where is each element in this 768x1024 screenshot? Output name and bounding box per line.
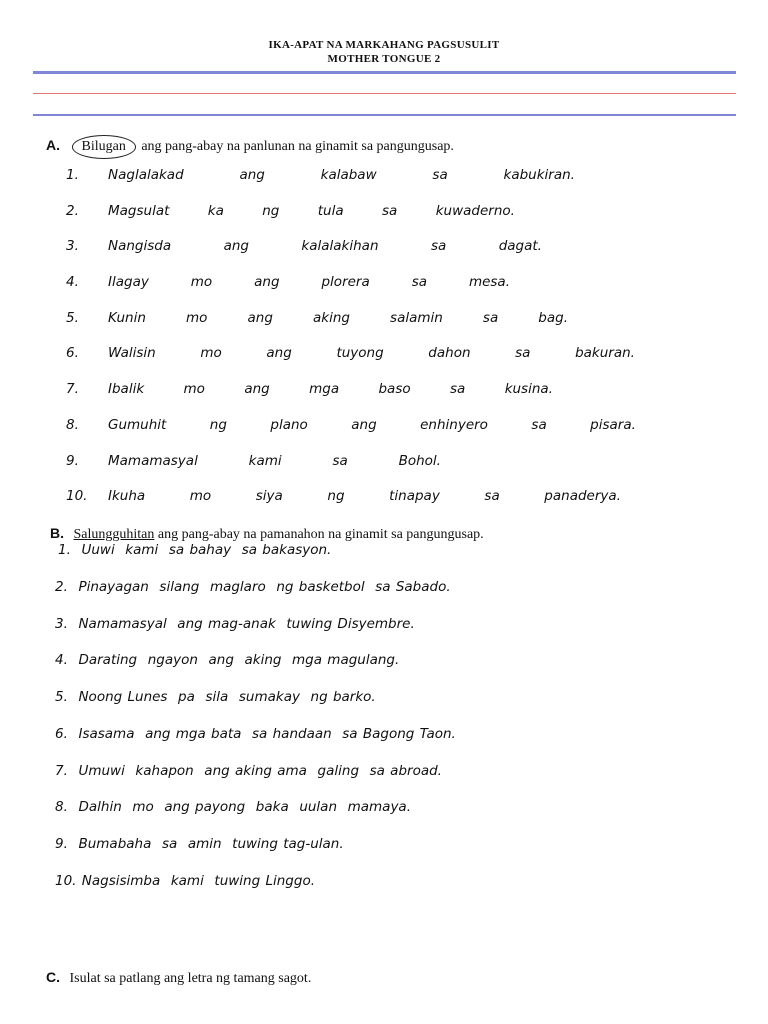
- section-a-letter: A.: [46, 137, 60, 153]
- section-b-item: 3. Namamasyal ang mag-anak tuwing Disyembre.: [55, 616, 415, 632]
- item-word: mo: [190, 274, 213, 290]
- section-b-item: 6. Isasama ang mga bata sa handaan sa Bagong Taon.: [55, 726, 456, 742]
- item-word: sa: [382, 203, 398, 219]
- header-rule-middle: [33, 93, 736, 94]
- item-number: 8.: [66, 417, 79, 433]
- section-c-heading: [46, 968, 311, 988]
- item-word: Nangisda: [108, 238, 172, 254]
- item-word: ng: [327, 488, 345, 504]
- item-word: Bohol.: [398, 453, 441, 469]
- item-word: kalabaw: [320, 167, 377, 183]
- item-word: sa: [411, 274, 427, 290]
- section-a-item: [66, 344, 635, 362]
- header-rule-bottom: [33, 114, 736, 116]
- item-word: ang: [223, 238, 249, 254]
- item-word: plorera: [321, 274, 370, 290]
- item-word: Walisin: [108, 345, 156, 361]
- section-a-item: [66, 309, 568, 327]
- item-number: 7.: [66, 381, 79, 397]
- section-a-item: [66, 452, 441, 470]
- item-word: ang: [254, 274, 280, 290]
- item-word: Kunin: [108, 310, 146, 326]
- item-word: Magsulat: [108, 203, 170, 219]
- item-word: Mamamasyal: [108, 453, 198, 469]
- section-b-item: 4. Darating ngayon ang aking mga magulang.: [55, 652, 400, 668]
- item-number: 6.: [66, 345, 79, 361]
- item-word: pisara.: [590, 417, 636, 433]
- section-a-item: [66, 416, 636, 434]
- section-b-underlined-word: Salungguhitan: [73, 527, 155, 542]
- item-word: panaderya.: [544, 488, 621, 504]
- item-word: dahon: [428, 345, 471, 361]
- section-b-instruction: ang pang-abay na pamanahon na ginamit sa pangungusap.: [157, 527, 484, 542]
- section-a-item: [66, 380, 553, 398]
- item-word: Ikuha: [108, 488, 146, 504]
- section-b-item: 10. Nagsisimba kami tuwing Linggo.: [55, 873, 315, 889]
- item-word: sa: [531, 417, 547, 433]
- item-word: mesa.: [468, 274, 510, 290]
- item-word: ng: [209, 417, 227, 433]
- item-word: ang: [266, 345, 292, 361]
- item-word: Gumuhit: [108, 417, 167, 433]
- item-number: 5.: [66, 310, 79, 326]
- item-word: Naglalakad: [108, 167, 184, 183]
- section-a-item: [66, 237, 542, 255]
- item-word: ang: [239, 167, 265, 183]
- worksheet-subtitle: MOTHER TONGUE 2: [327, 53, 441, 65]
- item-word: mo: [186, 310, 208, 326]
- item-word: sa: [515, 345, 531, 361]
- item-word: mo: [200, 345, 222, 361]
- section-b-item: 2. Pinayagan silang maglaro ng basketbol sa Sabado.: [55, 579, 451, 595]
- item-word: kabukiran.: [503, 167, 575, 183]
- section-a-item: [66, 202, 515, 220]
- section-b-item: 1. Uuwi kami sa bahay sa bakasyon.: [58, 542, 332, 558]
- item-word: sa: [432, 167, 448, 183]
- item-word: ang: [351, 417, 377, 433]
- item-word: mo: [183, 381, 205, 397]
- item-number: 3.: [66, 238, 79, 254]
- item-word: sa: [484, 488, 500, 504]
- section-a-instruction: ang pang-abay na panlunan na ginamit sa pangungusap.: [141, 139, 454, 154]
- item-word: plano: [270, 417, 308, 433]
- item-word: ang: [244, 381, 270, 397]
- item-number: 9.: [66, 453, 79, 469]
- section-b-item: 9. Bumabaha sa amin tuwing tag-ulan.: [55, 836, 344, 852]
- section-a-item: [66, 273, 510, 291]
- item-word: kami: [248, 453, 282, 469]
- item-word: kusina.: [504, 381, 553, 397]
- item-word: ka: [207, 203, 224, 219]
- section-c-instruction: Isulat sa patlang ang letra ng tamang sagot.: [69, 971, 312, 986]
- section-b-letter: B.: [50, 525, 64, 541]
- item-word: ng: [262, 203, 280, 219]
- item-word: tuyong: [336, 345, 384, 361]
- item-number: 2.: [66, 203, 79, 219]
- item-word: Ibalik: [108, 381, 145, 397]
- item-word: Ilagay: [108, 274, 149, 290]
- item-word: salamin: [390, 310, 443, 326]
- section-b-item: 5. Noong Lunes pa sila sumakay ng barko.: [55, 689, 376, 705]
- item-word: sa: [482, 310, 499, 326]
- item-word: dagat.: [498, 238, 542, 254]
- item-word: bag.: [538, 310, 568, 326]
- worksheet-header: [0, 38, 768, 66]
- header-rule-top: [33, 71, 736, 74]
- item-number: 4.: [66, 274, 79, 290]
- item-word: tula: [317, 203, 344, 219]
- item-word: kuwaderno.: [435, 203, 515, 219]
- section-c-letter: C.: [46, 969, 60, 985]
- item-number: 10.: [66, 488, 88, 504]
- item-word: mga: [309, 381, 340, 397]
- item-word: sa: [430, 238, 447, 254]
- item-word: ang: [247, 310, 273, 326]
- item-number: 1.: [66, 167, 79, 183]
- item-word: tinapay: [389, 488, 440, 504]
- item-word: bakuran.: [575, 345, 635, 361]
- section-b-item: 8. Dalhin mo ang payong baka uulan mamaya.: [55, 799, 411, 815]
- item-word: enhinyero: [420, 417, 488, 433]
- section-b-item: 7. Umuwi kahapon ang aking ama galing sa abroad.: [55, 763, 442, 779]
- item-word: baso: [378, 381, 411, 397]
- section-a-circled-word: Bilugan: [72, 135, 136, 159]
- worksheet-title: IKA-APAT NA MARKAHANG PAGSUSULIT: [268, 39, 500, 51]
- item-word: sa: [450, 381, 466, 397]
- section-a-item: [66, 487, 621, 505]
- item-word: kalalakihan: [301, 238, 379, 254]
- item-word: sa: [332, 453, 348, 469]
- item-word: mo: [189, 488, 212, 504]
- item-word: aking: [312, 310, 350, 326]
- section-a-heading: [46, 135, 454, 159]
- item-word: siya: [255, 488, 283, 504]
- section-a-item: [66, 166, 575, 184]
